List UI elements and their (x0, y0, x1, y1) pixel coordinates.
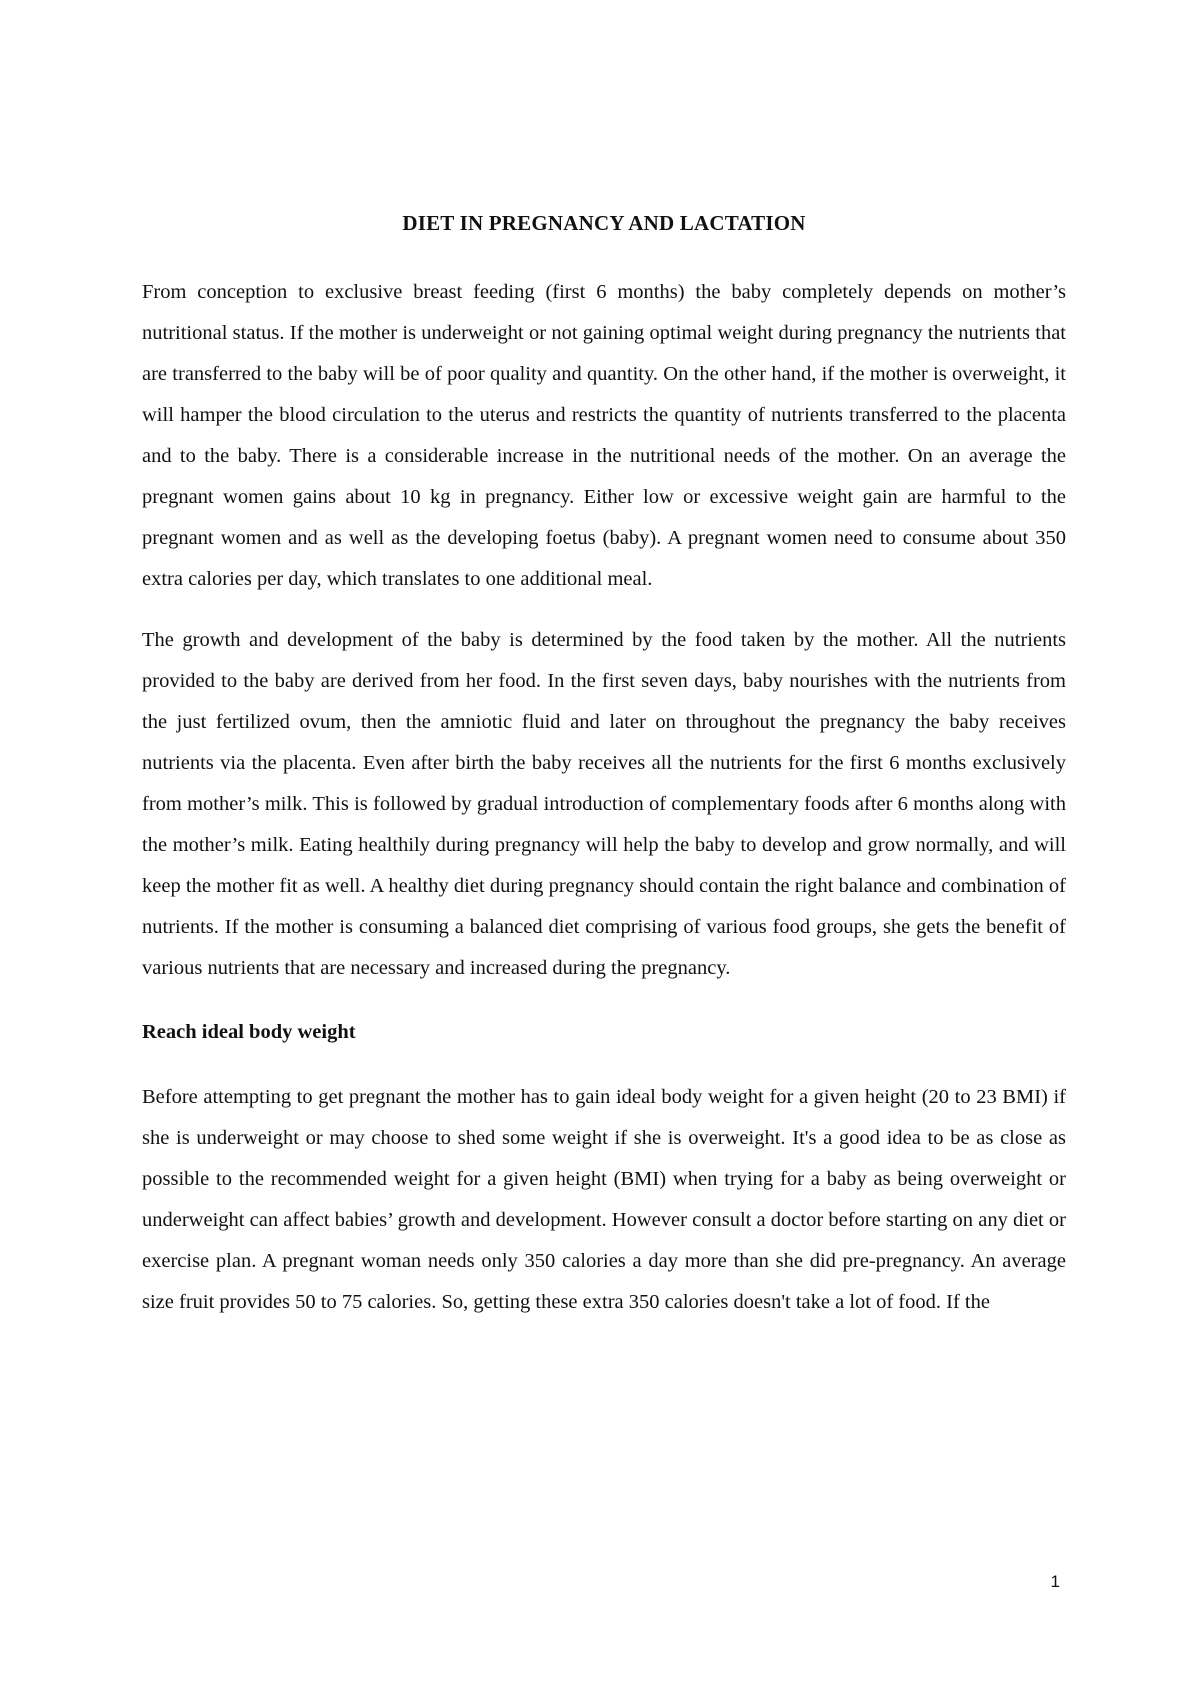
document-title: DIET IN PREGNANCY AND LACTATION (402, 211, 806, 235)
paragraph-growth-development: The growth and development of the baby is determined by the food taken by the mother. All the nutrients provided to the baby are derived from her food. In the first seven days, baby nourishes with the nutrients from the just fertilized ovum, then the amniotic fluid and later on throughout the pregnancy the baby receives nutrients via the placenta. Even after birth the baby receives all the nutrients for the first 6 months exclusively from mother’s milk. This is followed by gradual introduction of complementary foods after 6 months along with the mother’s milk. Eating healthily during pregnancy will help the baby to develop and grow normally, and will keep the mother fit as well. A healthy diet during pregnancy should contain the right balance and combination of nutrients. If the mother is consuming a balanced diet comprising of various food groups, she gets the benefit of various nutrients that are necessary and increased during the pregnancy. (142, 629, 1066, 979)
paragraph-intro: From conception to exclusive breast feeding (first 6 months) the baby completely depends on mother’s nutritional status. If the mother is underweight or not gaining optimal weight during pregnancy the nutrients that are transferred to the baby will be of poor quality and quantity. On the other hand, if the mother is overweight, it will hamper the blood circulation to the uterus and restricts the quantity of nutrients transferred to the placenta and to the baby. There is a considerable increase in the nutritional needs of the mother. On an average the pregnant women gains about 10 kg in pregnancy. Either low or excessive weight gain are harmful to the pregnant women and as well as the developing foetus (baby). A pregnant women need to consume about 350 extra calories per day, which translates to one additional meal. (142, 281, 1066, 590)
page-number: 1 (1050, 1572, 1060, 1591)
section-heading: Reach ideal body weight (142, 1021, 356, 1043)
paragraph-ideal-body-weight: Before attempting to get pregnant the mother has to gain ideal body weight for a given height (20 to 23 BMI) if she is underweight or may choose to shed some weight if she is overweight. It's a good idea to be as close as possible to the recommended weight for a given height (BMI) when trying for a baby as being overweight or underweight can affect babies’ growth and development. However consult a doctor before starting on any diet or exercise plan. A pregnant woman needs only 350 calories a day more than she did pre-pregnancy. An average size fruit provides 50 to 75 calories. So, getting these extra 350 calories doesn't take a lot of food. If the (142, 1086, 1066, 1313)
page-content (142, 208, 1066, 1323)
